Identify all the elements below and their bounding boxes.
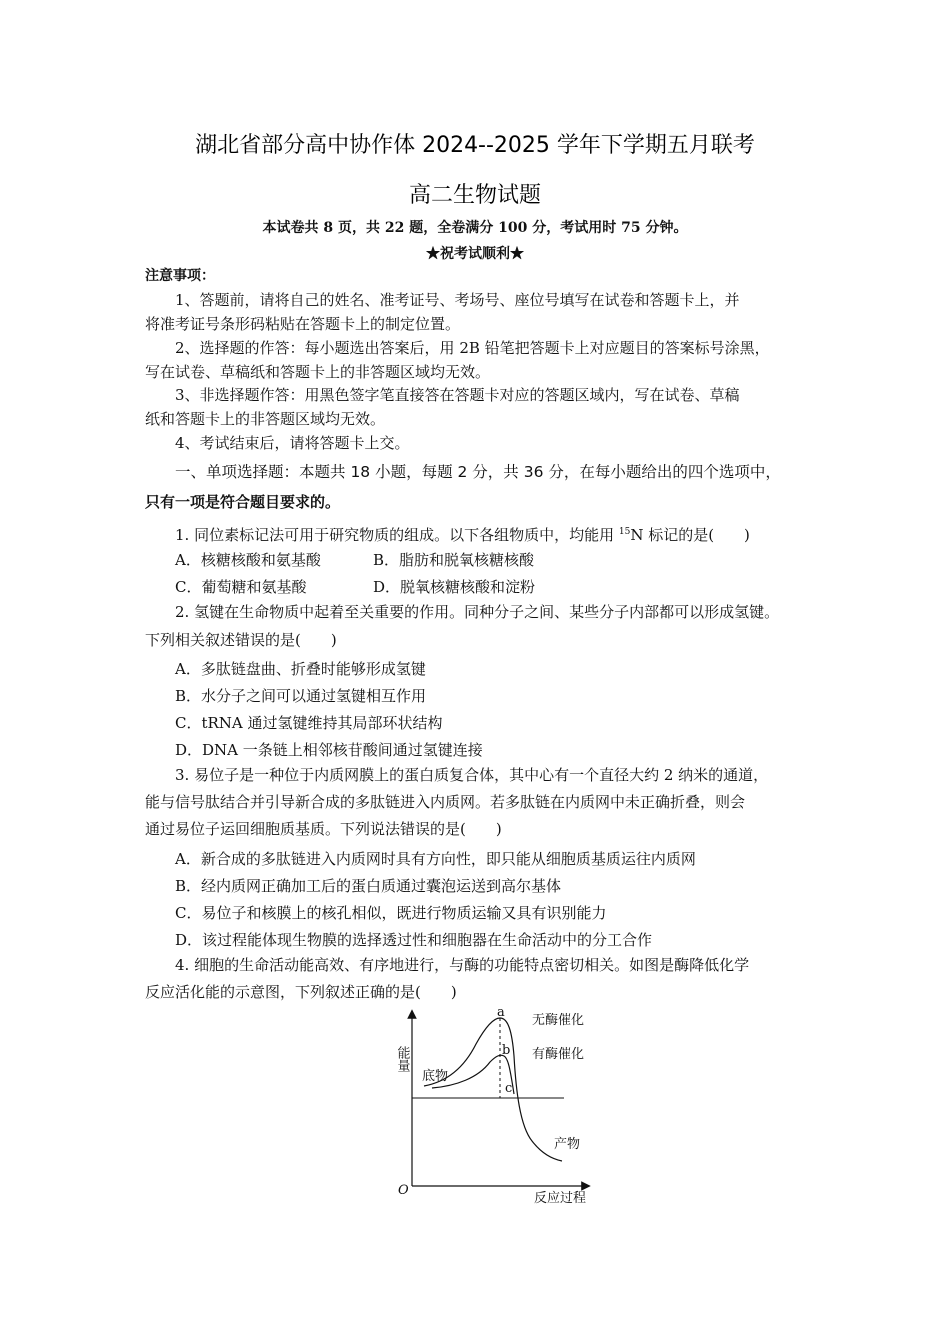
notice-item-2-line-1: 2、选择题的作答：每小题选出答案后，用 2B 铅笔把答题卡上对应题目的答案标号涂黑， xyxy=(175,339,770,357)
exam-wish: ★祝考试顺利★ xyxy=(426,246,524,262)
notice-item-1-line-1: 1、答题前，请将自己的姓名、准考证号、考场号、座位号填写在试卷和答题卡上，并 xyxy=(175,291,740,309)
point-a-label: a xyxy=(497,1006,505,1020)
no-enzyme-label: 无酶催化 xyxy=(532,1013,585,1028)
notice-item-3-line-2: 纸和答题卡上的非答题区域均无效。 xyxy=(145,410,386,428)
section-heading-line-1 xyxy=(175,461,781,483)
activation-energy-diagram xyxy=(386,1006,616,1206)
q4-stem-line-1: 4. 细胞的生命活动能高效、有序地进行，与酶的功能特点密切相关。如图是酶降低化学 xyxy=(175,956,750,974)
q3-stem-line-2: 能与信号肽结合并引导新合成的多肽链进入内质网。若多肽链在内质网中未正确折叠，则会 xyxy=(145,793,746,811)
product-label: 产物 xyxy=(554,1137,581,1152)
q2-stem-line-2: 下列相关叙述错误的是( ) xyxy=(145,631,337,649)
q3-stem-line-1: 3. 易位子是一种位于内质网膜上的蛋白质复合体，其中心有一个直径大约 2 纳米的通道， xyxy=(175,766,769,784)
exam-subject-title: 高二生物试题 xyxy=(408,183,541,208)
q1-stem-b: N 标记的是( ) xyxy=(630,526,750,544)
exam-title: 湖北省部分高中协作体 2024--2025 学年下学期五月联考 xyxy=(195,133,755,158)
q1-option-b: B．脂肪和脱氧核糖核酸 xyxy=(373,551,535,569)
q1-stem xyxy=(175,521,750,546)
q3-stem-line-3: 通过易位子运回细胞质基质。下列说法错误的是( ) xyxy=(145,820,502,838)
q2-option-b: B．水分子之间可以通过氢键相互作用 xyxy=(175,687,427,705)
origin-label: O xyxy=(398,1183,409,1198)
section-heading-line-2: 只有一项是符合题目要求的。 xyxy=(145,493,341,511)
substrate-label: 底物 xyxy=(422,1069,449,1084)
y-axis-label: 能量 xyxy=(394,1046,410,1072)
q2-stem-line-1: 2. 氢键在生命物质中起着至关重要的作用。同种分子之间、某些分子内部都可以形成氢键。 xyxy=(175,603,780,621)
notice-item-3-line-1: 3、非选择题作答：用黑色签字笔直接答在答题卡对应的答题区域内，写在试卷、草稿 xyxy=(175,386,740,404)
q2-option-c: C．tRNA 通过氢键维持其局部环状结构 xyxy=(175,714,443,732)
q3-option-d: D．该过程能体现生物膜的选择透过性和细胞器在生命活动中的分工合作 xyxy=(175,931,653,949)
q2-option-a: A．多肽链盘曲、折叠时能够形成氢键 xyxy=(175,660,426,678)
q3-option-a: A．新合成的多肽链进入内质网时具有方向性，即只能从细胞质基质运往内质网 xyxy=(175,850,696,868)
section-desc: 本题共 18 小题，每题 2 分，共 36 分，在每小题给出的四个选项中， xyxy=(299,463,781,481)
x-axis-label: 反应过程 xyxy=(534,1191,587,1206)
q1-option-c: C．葡萄糖和氨基酸 xyxy=(175,578,307,596)
q3-option-b: B．经内质网正确加工后的蛋白质通过囊泡运送到高尔基体 xyxy=(175,877,562,895)
notice-item-2-line-2: 写在试卷、草稿纸和答题卡上的非答题区域均无效。 xyxy=(145,363,491,381)
q4-stem-line-2: 反应活化能的示意图，下列叙述正确的是( ) xyxy=(145,983,457,1001)
q1-option-a: A．核糖核酸和氨基酸 xyxy=(175,551,321,569)
point-c-label: c xyxy=(505,1081,513,1096)
exam-info: 本试卷共 8 页，共 22 题，全卷满分 100 分，考试用时 75 分钟。 xyxy=(262,220,688,236)
q2-option-d: D．DNA 一条链上相邻核苷酸间通过氢键连接 xyxy=(175,741,483,759)
no-enzyme-curve xyxy=(424,1018,562,1161)
q1-option-d: D．脱氧核糖核酸和淀粉 xyxy=(373,578,536,596)
notice-heading: 注意事项： xyxy=(145,268,215,284)
enzyme-label: 有酶催化 xyxy=(532,1047,585,1062)
point-b-label: b xyxy=(502,1043,511,1058)
q1-stem-a: 1. 同位素标记法可用于研究物质的组成。以下各组物质中，均能用 xyxy=(175,526,619,544)
q3-option-c: C．易位子和核膜上的核孔相似，既进行物质运输又具有识别能力 xyxy=(175,904,607,922)
notice-item-4: 4、考试结束后，请将答题卡上交。 xyxy=(175,434,410,452)
section-label: 一、单项选择题： xyxy=(175,463,300,481)
notice-item-1-line-2: 将准考证号条形码粘贴在答题卡上的制定位置。 xyxy=(145,315,461,333)
q1-isotope-mass: 15 xyxy=(618,527,631,537)
